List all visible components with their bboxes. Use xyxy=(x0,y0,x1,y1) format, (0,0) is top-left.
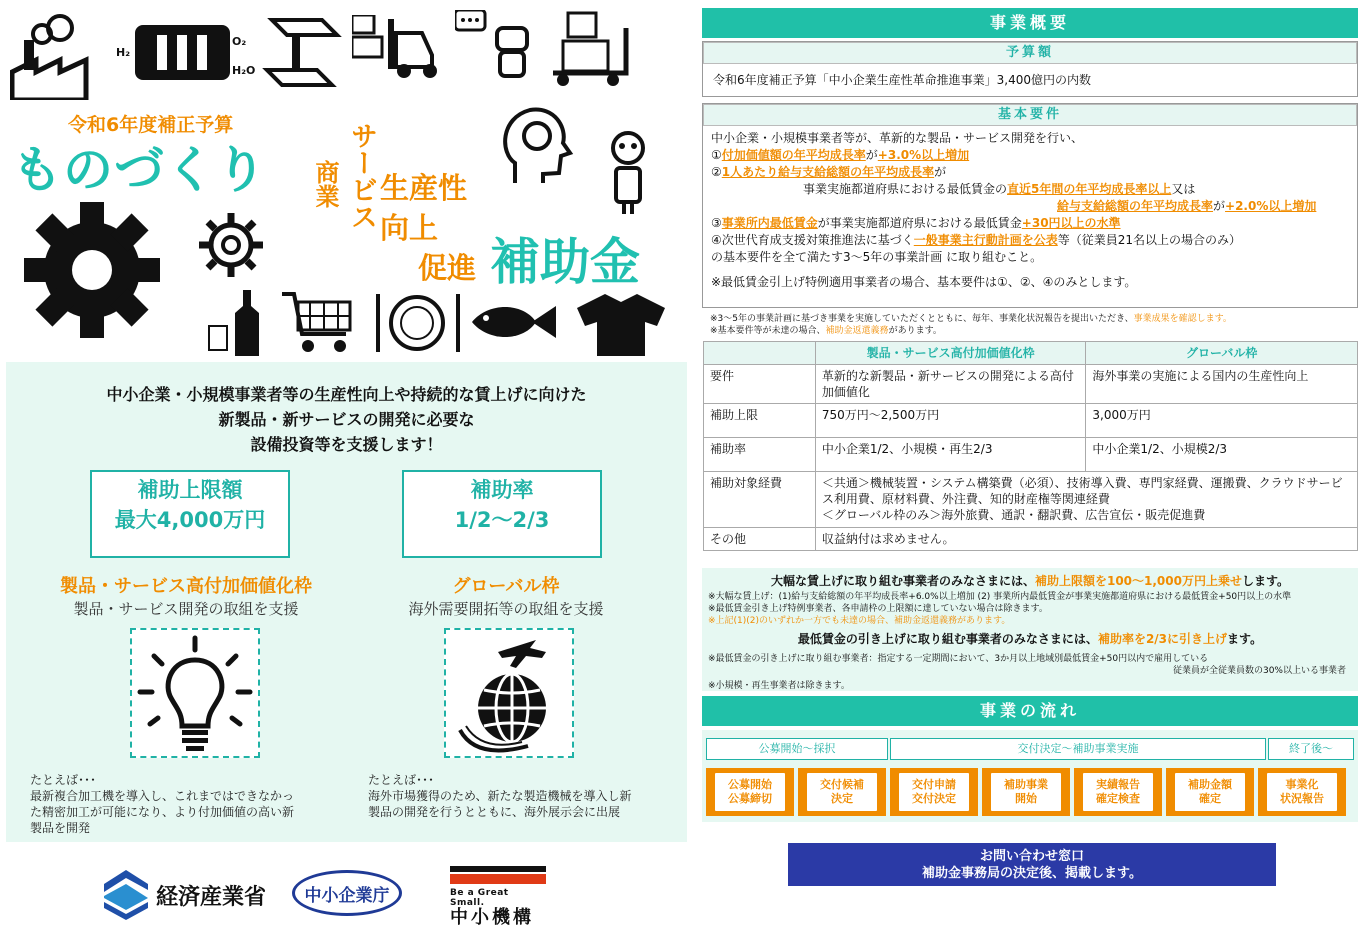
flow-steps xyxy=(706,768,1356,816)
wage-section xyxy=(702,568,1358,691)
req-line: ④次世代育成支援対策推進法に基づく一般事業主行動計画を公表等（従業員21名以上の場合のみ） xyxy=(711,233,1242,247)
title-service: サービス xyxy=(346,122,377,230)
contact-text: 補助金事務局の決定後、掲載します。 xyxy=(922,866,1142,881)
requirements-body xyxy=(703,126,1357,291)
table-row xyxy=(704,438,1358,472)
flow-step: 事業化 状況報告 xyxy=(1258,768,1346,816)
req-line: 給与支給総額の年平均成長率が+2.0%以上増加 xyxy=(1057,199,1317,213)
o2-label: O₂ xyxy=(232,35,247,48)
table-cell: ＜共通＞機械装置・システム構築費（必須）、技術導入費、専門家経費、運搬費、クラウドサービス利用費、原材料費、外注費、知的財産権等関連経費 ＜グローバル枠のみ＞海外旅費、通訳・翻訳費、広告宣伝・販売促進費 xyxy=(815,472,1357,528)
req-line: 事業実施都道府県における最低賃金の直近5年間の年平均成長率以上又は xyxy=(803,182,1196,196)
title-subsidy: 補助金 xyxy=(490,233,640,291)
table-cell: 中小企業1/2、小規模・再生2/3 xyxy=(815,438,1086,472)
smrj-logo xyxy=(450,866,546,928)
steel-beam-icon xyxy=(262,15,342,90)
overview-header: 事業概要 xyxy=(702,8,1358,38)
table-cell: 3,000万円 xyxy=(1086,404,1358,438)
wage-note: ※上記(1)(2)のいずれか一方でも未達の場合、補助金返還義務があります。 xyxy=(708,616,1011,626)
table-header-cell xyxy=(704,342,816,365)
forklift-icon xyxy=(352,15,444,80)
h2-label: H₂ xyxy=(116,46,131,59)
lead-text xyxy=(6,382,687,457)
title-commerce: 商業 xyxy=(311,160,339,208)
table-row xyxy=(704,404,1358,438)
wage-heading-1: 大幅な賃上げに取り組む事業者のみなさまには、補助上限額を100〜1,000万円上乗せします。 xyxy=(770,574,1290,588)
req-line: 中小企業・小規模事業者等が、革新的な製品・サービス開発を行い、 xyxy=(711,131,1084,145)
example-line: 最新複合加工機を導入し、これまではできなかっ xyxy=(30,789,295,803)
budget-text: 令和6年度補正予算「中小企業生産性革命推進事業」3,400億円の内数 xyxy=(713,73,1091,87)
example-2 xyxy=(368,772,684,820)
title-improve: 向上 xyxy=(380,211,439,245)
wage-note: ※最低賃金の引き上げに取り組む事業者：指定する一定期間において、3か月以上地域別最低賃金+50円以内で雇用している xyxy=(708,654,1209,664)
wage-note: 従業員が全従業員数の30%以上いる事業者 xyxy=(1172,666,1346,676)
meti-label: 経済産業省 xyxy=(156,884,267,910)
title-promote: 促進 xyxy=(418,251,477,285)
table-cell: 革新的な新製品・新サービスの開発による高付加価値化 xyxy=(815,365,1086,404)
flow-phase: 公募開始〜採択 xyxy=(706,738,888,760)
req-line: ①付加価値額の年平均成長率が+3.0%以上増加 xyxy=(711,148,970,162)
lightbulb-icon xyxy=(132,630,258,756)
flow-step: 交付申請 交付決定 xyxy=(890,768,978,816)
lightbulb-box xyxy=(130,628,260,758)
wage-heading-2: 最低賃金の引き上げに取り組む事業者のみなさまには、補助率を2/3に引き上げます。 xyxy=(797,632,1263,646)
factory-icon xyxy=(10,10,90,100)
table-row xyxy=(704,472,1358,528)
robot-head-icon xyxy=(598,128,658,218)
rate-box xyxy=(402,470,602,558)
wage-note: ※大幅な賃上げ：(1)給与支給総額の年平均成長率+6.0%以上増加 (2) 事業所内最低賃金が事業実施都道府県における最低賃金+50円以上の水準 xyxy=(708,592,1292,602)
cat1-subtitle: 製品・サービス開発の取組を支援 xyxy=(73,600,299,618)
flow-phase: 交付決定〜補助事業実施 xyxy=(890,738,1266,760)
gear-head-icon xyxy=(495,98,575,188)
shopping-cart-icon xyxy=(280,290,356,355)
sme-agency-logo xyxy=(292,870,402,916)
max-amount-label: 補助上限額 xyxy=(137,478,243,502)
note-line: ※基本要件等が未達の場合、補助金返還義務があります。 xyxy=(710,326,942,336)
table-header-row xyxy=(704,342,1358,365)
frame-table xyxy=(703,341,1358,551)
example-line: 海外市場獲得のため、新たな製造機械を導入し新 xyxy=(368,789,632,803)
rate-label: 補助率 xyxy=(470,478,534,502)
example-line: た精密加工が可能になり、より付加価値の高い新 xyxy=(30,805,295,819)
example-line: たとえば･･･ xyxy=(368,773,435,787)
budget-section xyxy=(702,41,1358,97)
req-line: ②1人あたり給与支給総額の年平均成長率が xyxy=(711,165,947,179)
table-cell: 要件 xyxy=(704,365,816,404)
wage-note: ※最低賃金引き上げ特例事業者、各申請枠の上限額に達していない場合は除きます。 xyxy=(708,604,1048,614)
budget-subtitle: 令和6年度補正予算 xyxy=(68,114,234,136)
cat2-title: グローバル枠 xyxy=(452,576,560,597)
table-cell: その他 xyxy=(704,528,816,551)
requirements-notes xyxy=(710,313,1360,337)
contact-box xyxy=(788,843,1276,886)
globe-airplane-icon xyxy=(446,630,572,756)
smrj-tagline: Be a Great Small. xyxy=(450,888,509,908)
sake-bottle-icon xyxy=(205,288,260,358)
table-cell: 海外事業の実施による国内の生産性向上 xyxy=(1086,365,1358,404)
flow-step: 補助金額 確定 xyxy=(1166,768,1254,816)
table-cell: 中小企業1/2、小規模2/3 xyxy=(1086,438,1358,472)
table-row xyxy=(704,365,1358,404)
requirements-section xyxy=(702,103,1358,308)
table-cell: 補助上限 xyxy=(704,404,816,438)
table-row xyxy=(704,528,1358,551)
example-line: 製品の開発を行うとともに、海外展示会に出展 xyxy=(368,805,621,819)
req-line: の基本要件を全て満たす3〜5年の事業計画 に取り組むこと。 xyxy=(711,250,1043,264)
max-amount-value: 最大4,000万円 xyxy=(114,508,266,532)
table-header-cell: グローバル枠 xyxy=(1086,342,1358,365)
max-amount-box xyxy=(90,470,290,558)
req-line: ※最低賃金引上げ特例適用事業者の場合、基本要件は①、②、④のみとします。 xyxy=(711,275,1137,289)
flow-header: 事業の流れ xyxy=(702,696,1358,726)
plate-cutlery-icon xyxy=(370,292,465,354)
flow-step: 補助事業 開始 xyxy=(982,768,1070,816)
h2o-label: H₂O xyxy=(232,64,256,77)
requirements-header: 基本要件 xyxy=(703,104,1357,126)
example-1 xyxy=(30,772,350,836)
table-cell: 収益納付は求めません。 xyxy=(815,528,1357,551)
budget-header: 予算額 xyxy=(703,42,1357,64)
table-cell: 補助率 xyxy=(704,438,816,472)
flow-step: 公募開始 公募締切 xyxy=(706,768,794,816)
hand-truck-icon xyxy=(548,8,630,88)
rate-value: 1/2〜2/3 xyxy=(454,508,550,532)
shirt-icon xyxy=(575,292,667,357)
meti-mark-icon xyxy=(104,870,148,920)
cat1-title: 製品・サービス高付加価値化枠 xyxy=(60,576,312,597)
gear-small-icon xyxy=(196,210,266,280)
main-title: ものづくり xyxy=(12,141,267,199)
smrj-label: 中小機構 xyxy=(450,907,534,928)
cat2-subtitle: 海外需要開拓等の取組を支援 xyxy=(408,600,604,618)
fish-icon xyxy=(468,300,558,345)
note-line: ※3〜5年の事業計画に基づき事業を実施していただくとともに、毎年、事業化状況報告を提出いただき、事業成果を確認します。 xyxy=(710,314,1232,324)
meti-logo xyxy=(104,870,266,920)
gear-large-icon xyxy=(22,200,162,340)
table-cell: 補助対象経費 xyxy=(704,472,816,528)
flow-section xyxy=(702,730,1358,822)
globe-box xyxy=(444,628,574,758)
req-line: ③事業所内最低賃金が事業実施都道府県における最低賃金+30円以上の水準 xyxy=(711,216,1121,230)
fuel-cell-icon xyxy=(135,25,230,80)
flow-phase: 終了後〜 xyxy=(1268,738,1354,760)
flow-step: 交付候補 決定 xyxy=(798,768,886,816)
lead-line: 新製品・新サービスの開発に必要な xyxy=(218,410,475,429)
flow-step: 実績報告 確定検査 xyxy=(1074,768,1162,816)
sme-agency-label: 中小企業庁 xyxy=(304,885,390,906)
lead-line: 中小企業・小規模事業者等の生産性向上や持続的な賃上げに向けた xyxy=(106,385,587,404)
summary-panel xyxy=(6,362,687,842)
wage-note: ※小規模・再生事業者は除きます。 xyxy=(708,681,850,691)
title-productivity: 生産性 xyxy=(380,171,468,205)
robot-icon xyxy=(455,10,540,80)
table-header-cell: 製品・サービス高付加価値化枠 xyxy=(815,342,1086,365)
table-cell: 750万円〜2,500万円 xyxy=(815,404,1086,438)
lead-line: 設備投資等を支援します！ xyxy=(250,435,443,454)
contact-title: お問い合わせ窓口 xyxy=(979,849,1084,864)
example-line: たとえば･･･ xyxy=(30,773,97,787)
example-line: 製品を開発 xyxy=(30,821,91,835)
